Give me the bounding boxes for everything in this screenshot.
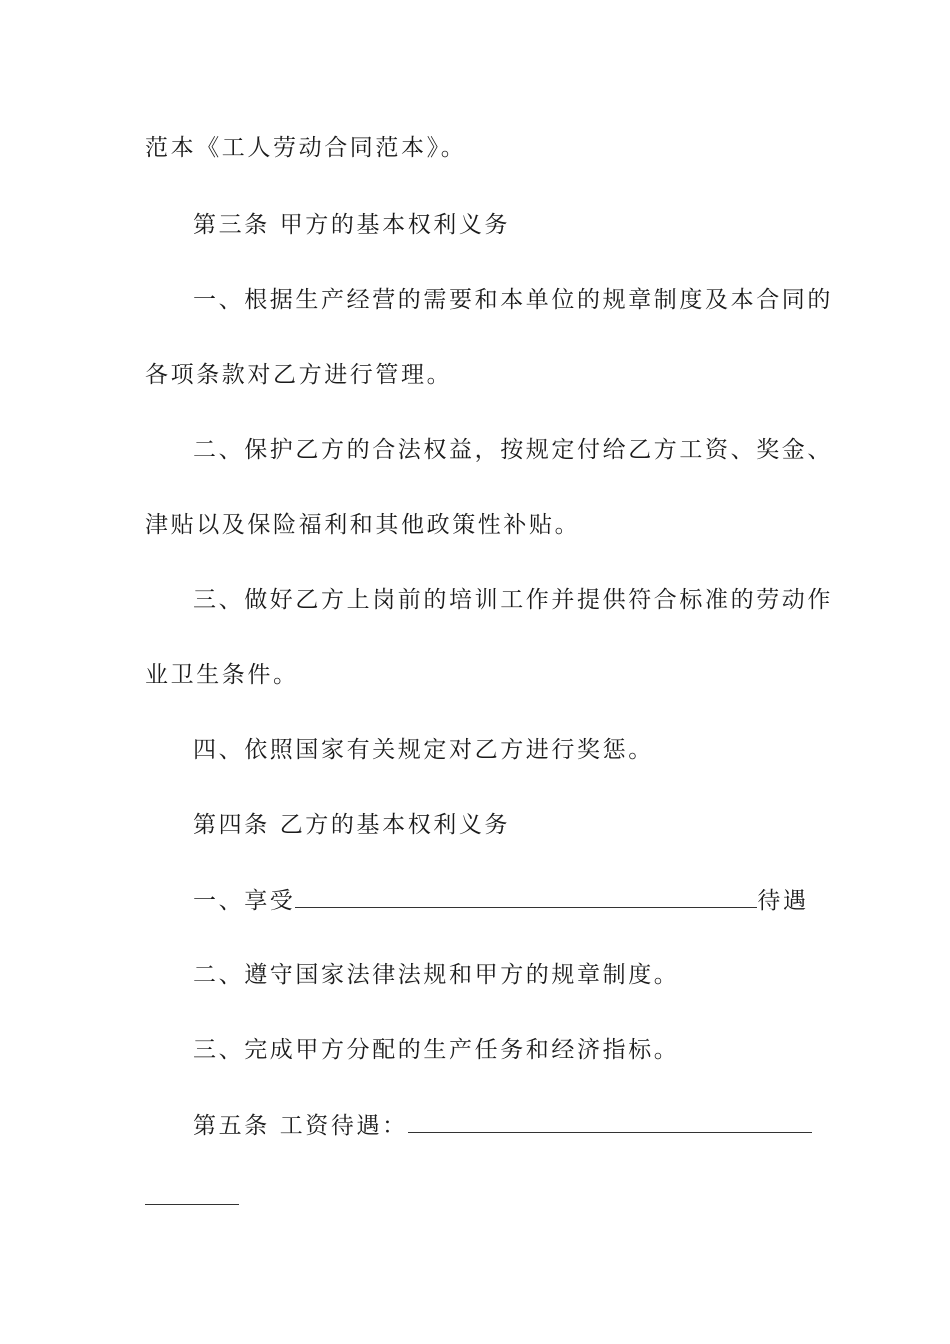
- wage-blank-field[interactable]: [408, 1110, 812, 1133]
- enjoy-suffix: 待遇: [757, 888, 809, 914]
- article-3-item-2-line-1: 二、保护乙方的合法权益，按规定付给乙方工资、奖金、: [193, 437, 833, 463]
- wage-label: 第五条 工资待遇：: [193, 1113, 408, 1139]
- article-3-item-1-line-2: 各项条款对乙方进行管理。: [145, 362, 453, 388]
- article-3-item-2-line-2: 津贴以及保险福利和其他政策性补贴。: [145, 512, 581, 538]
- article-4-heading: 第四条 乙方的基本权利义务: [193, 812, 511, 838]
- text-line-contract-sample: 范本《工人劳动合同范本》。: [145, 135, 467, 161]
- article-5-wage-line: [193, 1110, 812, 1141]
- article-3-item-1-line-1: 一、根据生产经营的需要和本单位的规章制度及本合同的: [193, 287, 833, 313]
- wage-blank-continuation[interactable]: [145, 1204, 239, 1205]
- article-4-item-2: 二、遵守国家法律法规和甲方的规章制度。: [193, 962, 680, 988]
- enjoy-prefix: 一、享受: [193, 888, 296, 914]
- treatment-blank-field[interactable]: [295, 885, 757, 908]
- article-3-item-4: 四、依照国家有关规定对乙方进行奖惩。: [193, 737, 654, 763]
- article-4-item-3: 三、完成甲方分配的生产任务和经济指标。: [193, 1037, 680, 1063]
- article-4-item-1: [193, 885, 809, 916]
- article-3-item-3-line-2: 业卫生条件。: [145, 662, 299, 688]
- article-3-heading: 第三条 甲方的基本权利义务: [193, 212, 511, 238]
- article-3-item-3-line-1: 三、做好乙方上岗前的培训工作并提供符合标准的劳动作: [193, 587, 833, 613]
